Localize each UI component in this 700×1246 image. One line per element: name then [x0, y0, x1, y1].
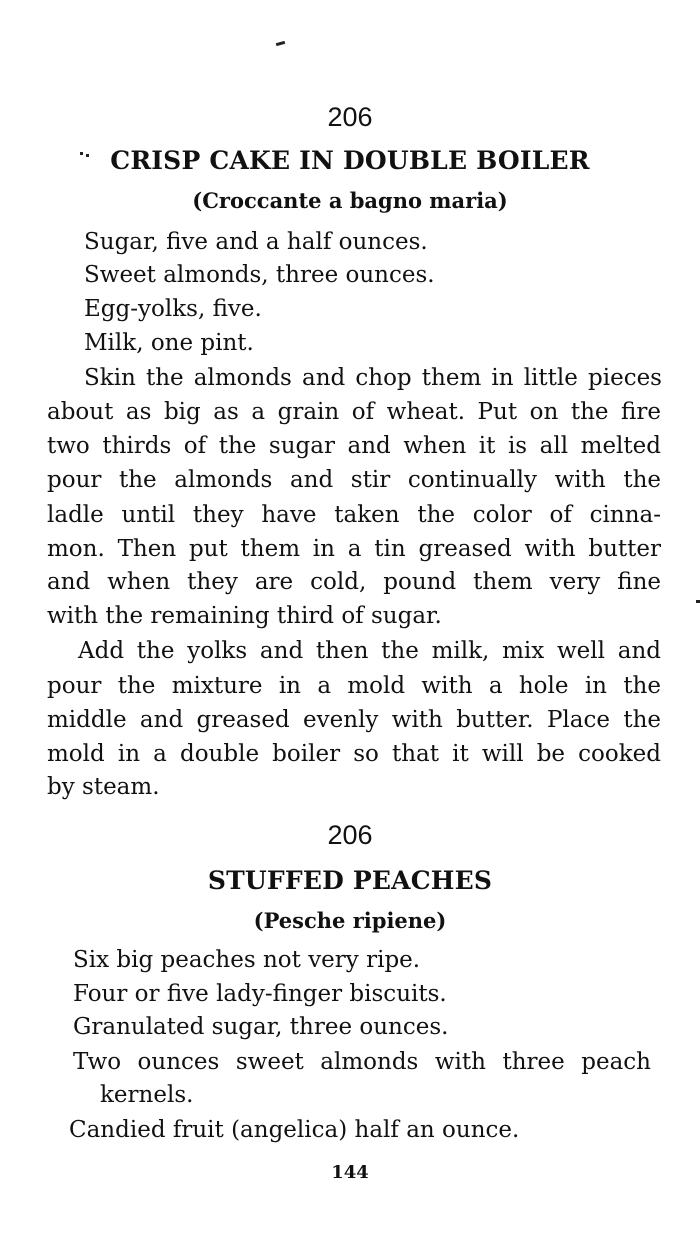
recipe-number: 206	[327, 102, 373, 132]
ingredient-line: Sugar, five and a half ounces.	[84, 229, 428, 255]
ingredient-line: kernels.	[100, 1082, 194, 1108]
paragraph-line: pour the almonds and stir continually with the	[47, 467, 661, 493]
paragraph-line: middle and greased evenly with butter. Place the	[47, 707, 661, 733]
recipe-title: CRISP CAKE IN DOUBLE BOILER	[110, 146, 590, 175]
ingredient-line: Candied fruit (angelica) half an ounce.	[69, 1117, 520, 1143]
paragraph-line: by steam.	[47, 774, 160, 800]
recipe-subtitle: (Pesche ripiene)	[253, 908, 447, 933]
paragraph-line: mon. Then put them in a tin greased with butter	[47, 536, 661, 562]
ingredient-line: Six big peaches not very ripe.	[73, 947, 421, 973]
recipe-title: STUFFED PEACHES	[207, 866, 493, 895]
paragraph-line: Add the yolks and then the milk, mix well and	[78, 638, 661, 664]
paragraph-line: with the remaining third of sugar.	[47, 603, 442, 629]
ingredient-line: Granulated sugar, three ounces.	[73, 1014, 449, 1040]
paragraph-line: Skin the almonds and chop them in little pieces	[84, 365, 662, 391]
paragraph-line: two thirds of the sugar and when it is all melted	[47, 433, 661, 459]
paragraph-line: ladle until they have taken the color of cinna-	[47, 502, 661, 528]
recipe-number: 206	[327, 820, 373, 850]
paragraph-line: mold in a double boiler so that it will be cooked	[47, 741, 661, 767]
ingredient-line: Egg-yolks, five.	[84, 296, 262, 322]
paragraph-line: pour the mixture in a mold with a hole in the	[47, 673, 661, 699]
paragraph-line: and when they are cold, pound them very fine	[47, 569, 661, 595]
ingredient-line: Four or five lady-finger biscuits.	[73, 981, 447, 1007]
print-speck	[696, 600, 700, 603]
print-speck	[276, 41, 285, 46]
ingredient-line: Milk, one pint.	[84, 330, 254, 356]
page-number: 144	[331, 1162, 369, 1183]
recipe-subtitle: (Croccante a bagno maria)	[192, 188, 508, 213]
ingredient-line: Sweet almonds, three ounces.	[84, 262, 435, 288]
paragraph-line: about as big as a grain of wheat. Put on the fire	[47, 399, 661, 425]
ingredient-line: Two ounces sweet almonds with three peach	[73, 1049, 651, 1075]
